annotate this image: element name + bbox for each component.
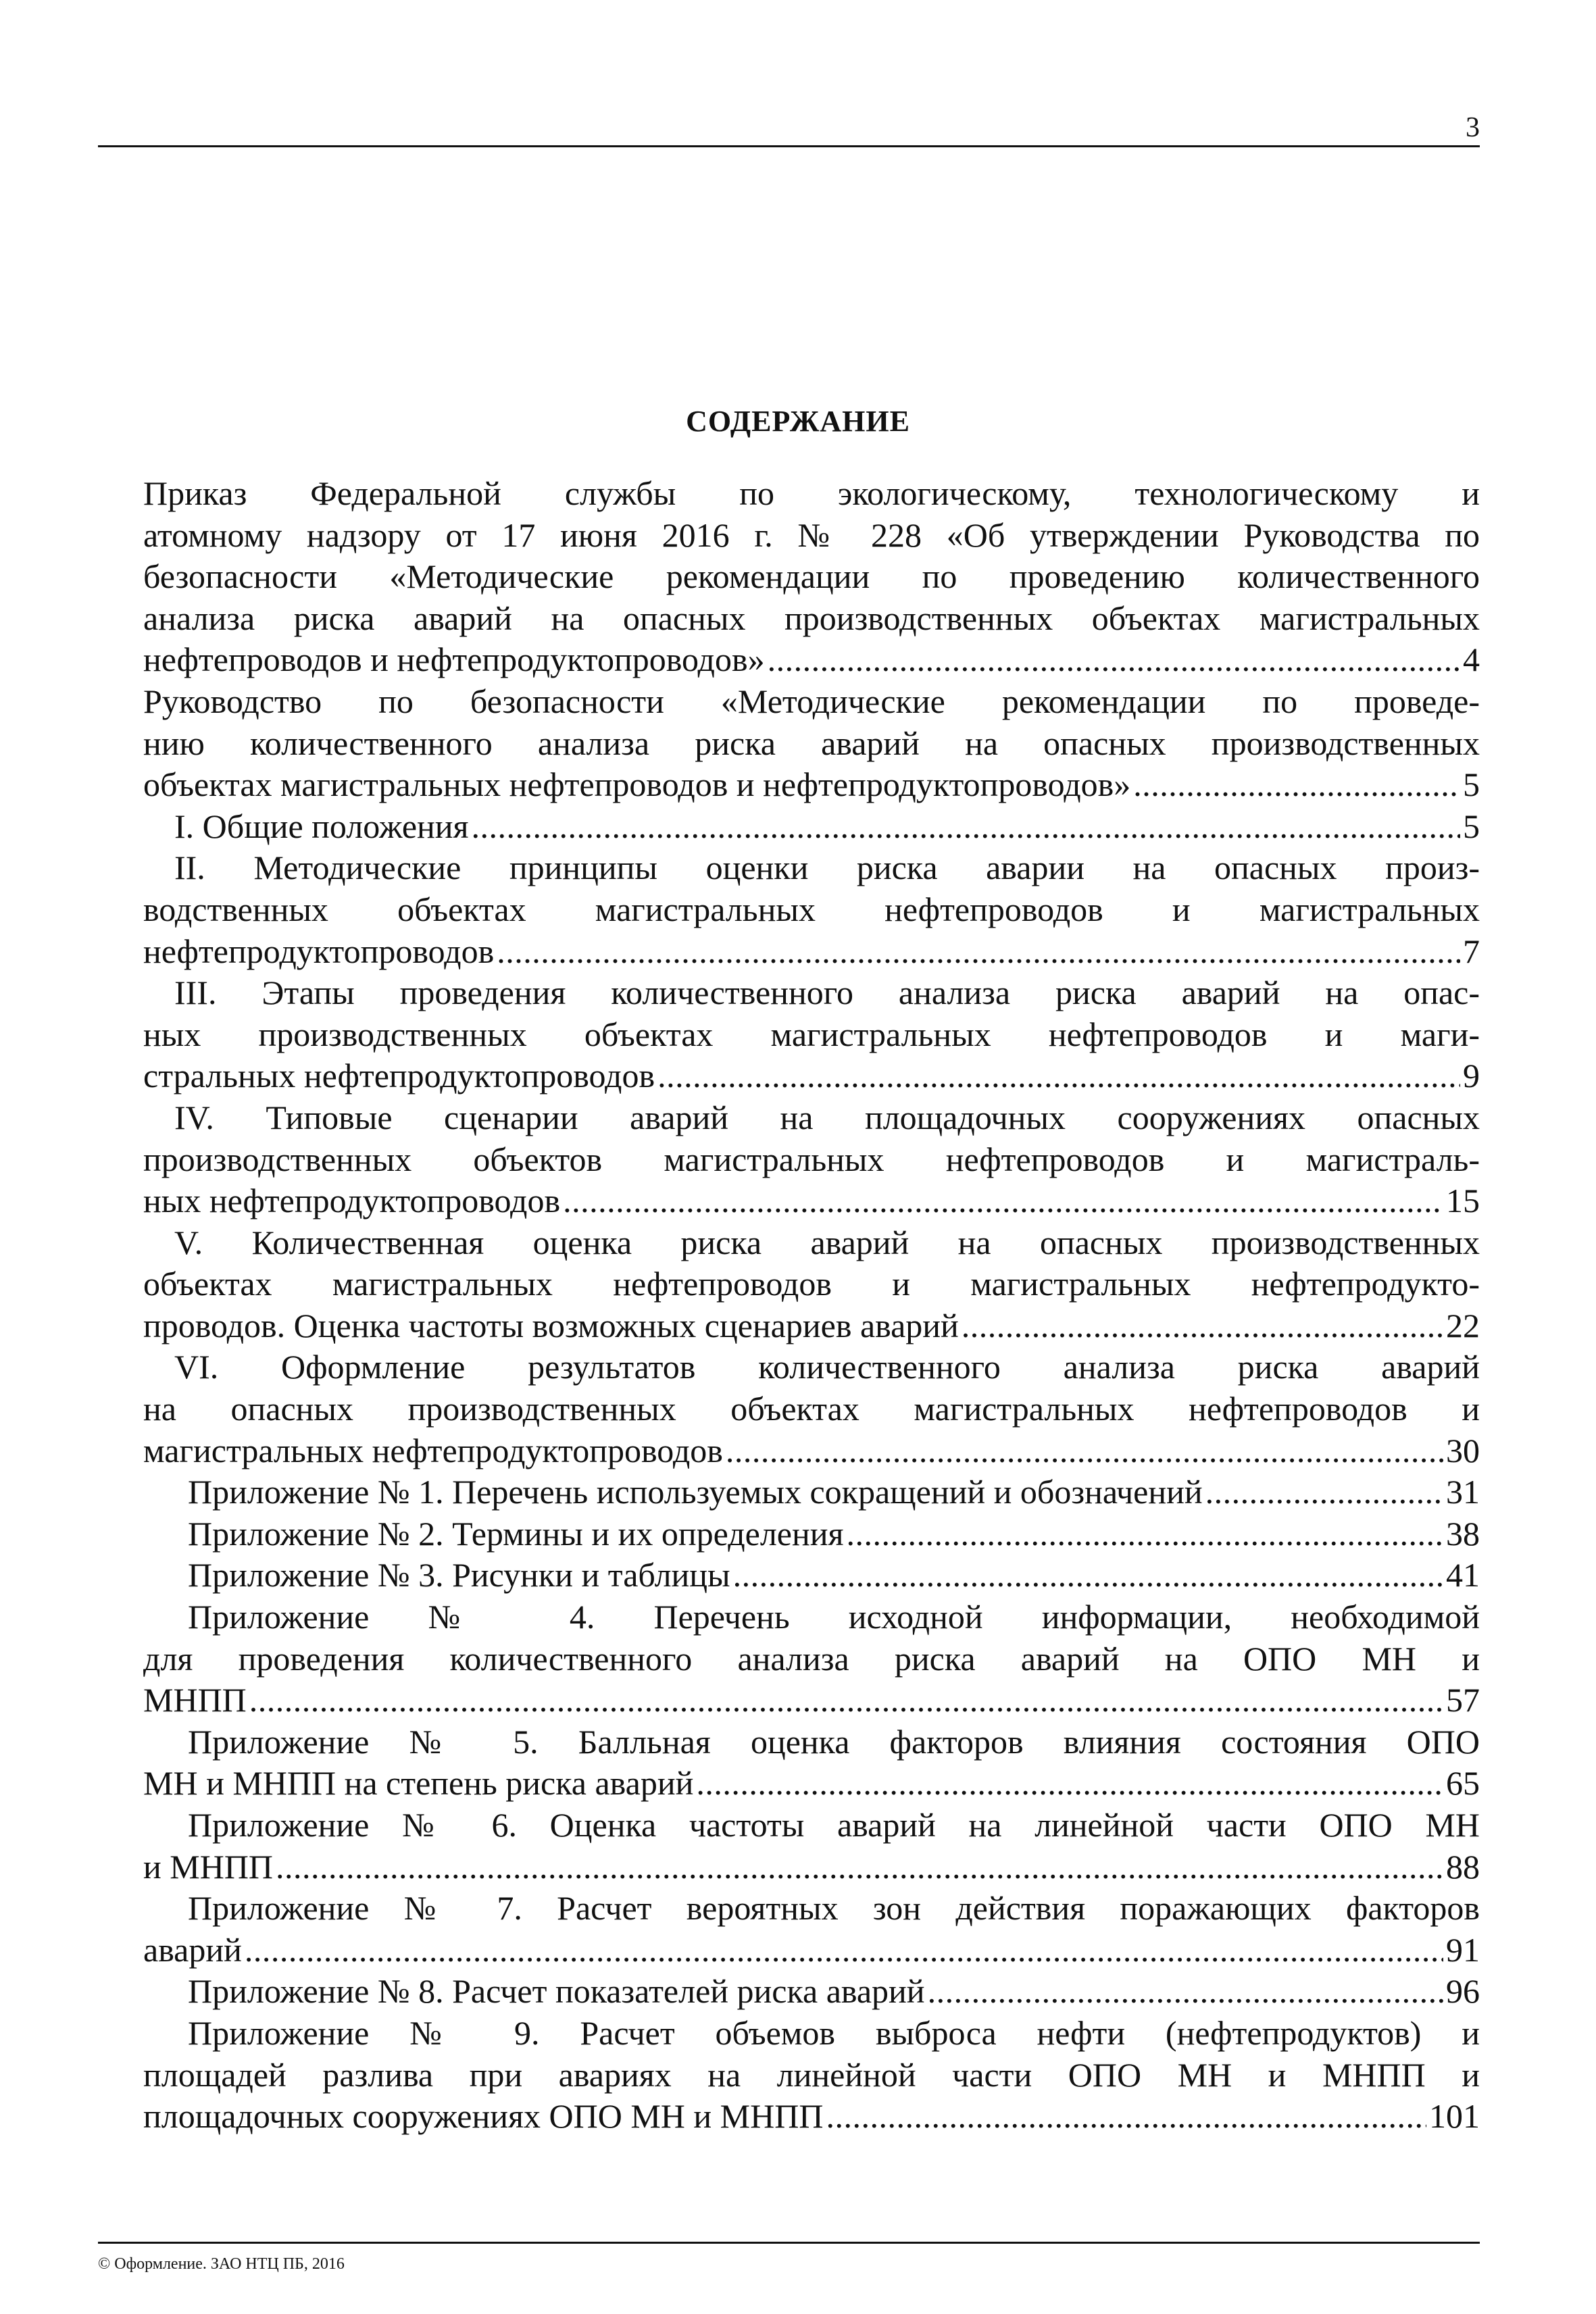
toc-entry[interactable] [143,1347,1480,1472]
toc-entry-line: VI. Оформление результатов количественного анализа риска аварий [174,1348,1480,1386]
toc-page-number: 15 [1446,1182,1480,1220]
toc-entry-line: Руководство по безопасности «Методические рекомендации по проведе- [143,682,1480,720]
toc-entry-line: аварий [143,1930,242,1969]
toc-entry-line: проводов. Оценка частоты возможных сценариев аварий [143,1306,959,1344]
toc-entry[interactable] [143,972,1480,1097]
toc-entry-line: объектах магистральных нефтепроводов и нефтепродуктопроводов» [143,765,1131,804]
toc-entry[interactable] [143,1888,1480,1971]
toc-entry-line: безопасности «Методические рекомендации по проведению количественного [143,557,1480,596]
toc-entry-line: для проведения количественного анализа риска аварий на ОПО МН и [143,1639,1480,1678]
toc-entry-line: МНПП [143,1681,247,1719]
toc-entry-line: ных производственных объектах магистральных нефтепроводов и маги- [143,1015,1480,1053]
dot-leader [497,931,1460,973]
toc-entry-line: МН и МНПП на степень риска аварий [143,1764,694,1803]
toc-entry[interactable] [143,1805,1480,1888]
toc-entry-line: объектах магистральных нефтепроводов и магистральных нефтепродукто- [143,1265,1480,1303]
toc-entry-line: производственных объектов магистральных нефтепроводов и магистраль- [143,1140,1480,1178]
toc-entry-line: Приложение № 8. Расчет показателей риска аварий [188,1972,925,2011]
dot-leader [657,1055,1460,1097]
dot-leader [733,1555,1443,1596]
toc-entry-line: Приложение № 6. Оценка частоты аварий на линейной части ОПО МН [188,1806,1480,1844]
toc-page-number: 41 [1446,1556,1480,1594]
toc-entry[interactable] [143,1721,1480,1805]
toc-page-number: 65 [1446,1764,1480,1803]
toc-page-number: 57 [1446,1681,1480,1719]
toc-entry-line: ных нефтепродуктопроводов [143,1182,561,1220]
toc-entry-line: магистральных нефтепродуктопроводов [143,1431,723,1469]
toc-entry-line: II. Методические принципы оценки риска аварии на опасных произ- [174,849,1480,887]
toc-entry-line: водственных объектах магистральных нефтепроводов и магистральных [143,890,1480,928]
toc-entry[interactable] [143,1222,1480,1347]
page-title: СОДЕРЖАНИЕ [686,405,910,438]
toc-entry[interactable] [143,681,1480,806]
dot-leader [846,1513,1443,1555]
toc-entry-line: V. Количественная оценка риска аварий на опасных производственных [174,1223,1480,1261]
dot-leader [726,1430,1443,1472]
toc-page-number: 30 [1446,1431,1480,1469]
dot-leader [563,1180,1443,1222]
header-rule [98,145,1480,147]
toc-entry-line: I. Общие положения [174,807,469,845]
dot-leader [962,1305,1443,1347]
toc-entry-line: на опасных производственных объектах магистральных нефтепроводов и [143,1390,1480,1428]
dot-leader [249,1680,1443,1721]
toc-entry-line: Приложение № 7. Расчет вероятных зон действия поражающих факторов [188,1889,1480,1928]
toc-page-number: 9 [1463,1057,1480,1095]
dot-leader [245,1930,1443,1971]
copyright-footer: © Оформление. ЗАО НТЦ ПБ, 2016 [98,2255,345,2273]
toc-entry[interactable] [143,1971,1480,2013]
toc-entry-line: нефтепродуктопроводов [143,932,495,970]
dot-leader [1133,764,1460,806]
toc-entry-line: атомному надзору от 17 июня 2016 г. № 228 «Об утверждении Руководства по [143,515,1480,554]
toc-page-number: 7 [1463,932,1480,970]
toc-entry[interactable] [143,473,1480,681]
toc-entry-line: Приложение № 3. Рисунки и таблицы [188,1556,730,1594]
dot-leader [928,1971,1443,2013]
toc-entry-line: площадей разлива при авариях на линейной части ОПО МН и МНПП и [143,2055,1480,2094]
dot-leader [768,639,1460,681]
toc-page-number: 22 [1446,1306,1480,1344]
toc-entry-line: III. Этапы проведения количественного анализа риска аварий на опас- [174,974,1480,1012]
toc-entry-line: IV. Типовые сценарии аварий на площадочных сооружениях опасных [174,1098,1480,1136]
toc-entry-line: нефтепроводов и нефтепродуктопроводов» [143,640,765,679]
dot-leader [276,1846,1443,1888]
toc-page-number: 38 [1446,1514,1480,1553]
toc-entry-line: Приложение № 9. Расчет объемов выброса нефти (нефтепродуктов) и [188,2013,1480,2052]
toc-entry-line: площадочных сооружениях ОПО МН и МНПП [143,2097,824,2136]
toc-page-number: 5 [1463,765,1480,804]
toc-page-number: 101 [1429,2097,1480,2136]
toc-entry[interactable] [143,1555,1480,1596]
toc-entry[interactable] [143,2013,1480,2138]
toc-entry-line: Приложение № 1. Перечень используемых сокращений и обозначений [188,1473,1203,1511]
toc-entry-line: Приложение № 4. Перечень исходной информации, необходимой [188,1598,1480,1636]
dot-leader [1205,1472,1443,1513]
toc-entry[interactable] [143,1097,1480,1222]
toc-page-number: 5 [1463,807,1480,845]
dot-leader [696,1763,1443,1805]
footer-rule [98,2242,1480,2244]
page-number: 3 [1466,112,1480,143]
table-of-contents [143,473,1480,2138]
toc-page-number: 4 [1463,640,1480,679]
toc-entry-line: и МНПП [143,1847,274,1886]
toc-page-number: 88 [1446,1847,1480,1886]
toc-entry-line: нию количественного анализа риска аварий на опасных производственных [143,724,1480,762]
toc-page-number: 91 [1446,1930,1480,1969]
toc-entry-line: стральных нефтепродуктопроводов [143,1057,655,1095]
toc-entry-line: Приказ Федеральной службы по экологическому, технологическому и [143,474,1480,512]
dot-leader [826,2096,1426,2138]
toc-page-number: 31 [1446,1473,1480,1511]
toc-entry-line: Приложение № 2. Термины и их определения [188,1514,844,1553]
toc-entry-line: Приложение № 5. Балльная оценка факторов влияния состояния ОПО [188,1722,1480,1761]
toc-entry[interactable] [143,847,1480,972]
dot-leader [472,806,1460,848]
toc-entry[interactable] [143,1472,1480,1513]
toc-entry[interactable] [143,806,1480,848]
toc-entry[interactable] [143,1513,1480,1555]
toc-entry[interactable] [143,1596,1480,1721]
toc-entry-line: анализа риска аварий на опасных производственных объектах магистральных [143,599,1480,637]
toc-page-number: 96 [1446,1972,1480,2011]
